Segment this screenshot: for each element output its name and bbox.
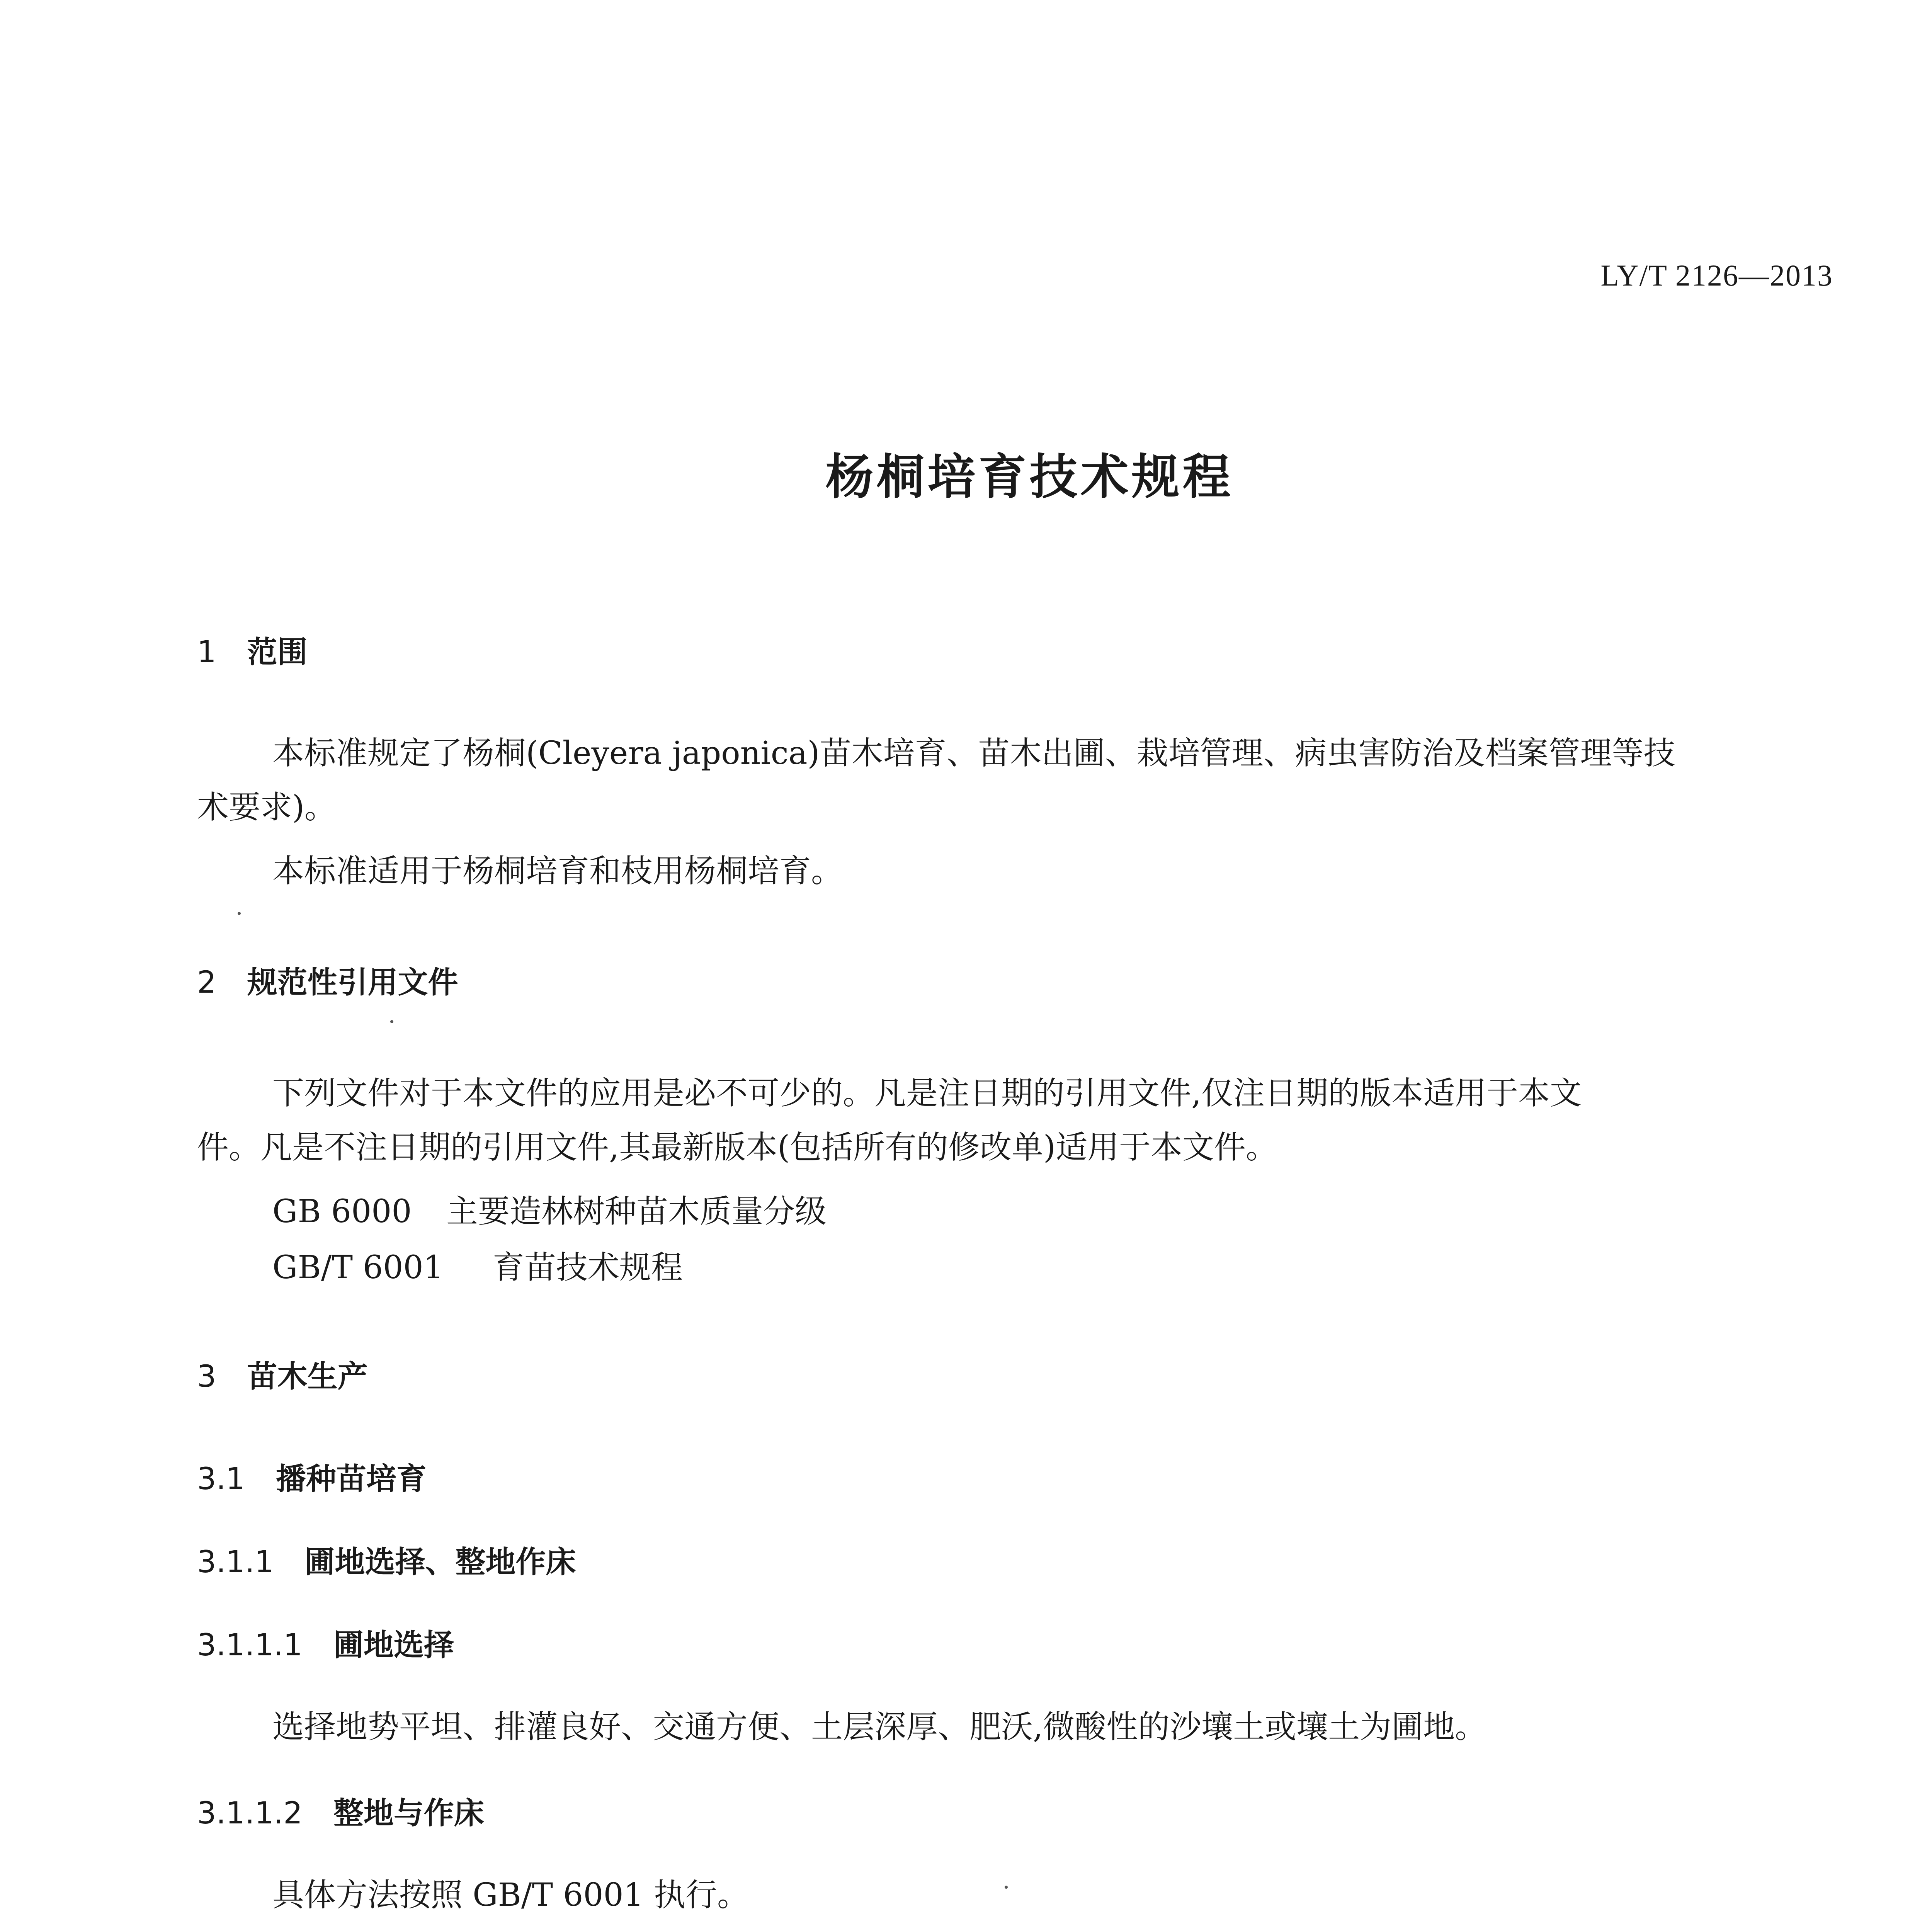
reference-title: 主要造林树种苗木质量分级 — [446, 1193, 827, 1230]
paragraph: 本标准适用于杨桐培育和枝用杨桐培育。 — [272, 853, 843, 889]
reference-entry — [272, 1186, 827, 1231]
paragraph: 本标准规定了杨桐(Cleyera japonica)苗木培育、苗木出圃、栽培管理、病虫害防治及档案管理等技 — [272, 735, 1675, 772]
section-title: 苗木生产 — [247, 1359, 368, 1394]
reference-entry — [272, 1242, 683, 1287]
scan-speck — [390, 1020, 393, 1023]
section-number: 3.1 — [197, 1462, 245, 1497]
reference-code: GB 6000 — [272, 1193, 412, 1230]
reference-code: GB/T 6001 — [272, 1249, 444, 1286]
section-title: 范围 — [247, 635, 308, 670]
section-title: 圃地选择、整地作床 — [304, 1545, 576, 1580]
reference-title: 育苗技术规程 — [493, 1249, 683, 1286]
page-title: 杨桐培育技术规程 — [825, 449, 1234, 505]
section-2-heading — [197, 958, 458, 1002]
paragraph: 下列文件对于本文件的应用是必不可少的。凡是注日期的引用文件,仅注日期的版本适用于本文 — [272, 1075, 1582, 1112]
scan-speck — [238, 912, 241, 915]
section-title: 规范性引用文件 — [247, 965, 458, 1000]
scan-speck — [1005, 1886, 1008, 1889]
section-1-heading — [197, 628, 308, 671]
standard-code: LY/T 2126—2013 — [1600, 259, 1833, 292]
paragraph: 具体方法按照 GB/T 6001 执行。 — [272, 1877, 749, 1913]
section-number: 3 — [197, 1359, 216, 1394]
section-number: 3.1.1.1 — [197, 1628, 303, 1663]
section-number: 3.1.1.2 — [197, 1796, 303, 1831]
section-title: 播种苗培育 — [276, 1462, 427, 1497]
paragraph-continuation: 术要求)。 — [197, 789, 336, 826]
section-number: 3.1.1 — [197, 1545, 274, 1580]
paragraph-continuation: 件。凡是不注日期的引用文件,其最新版本(包括所有的修改单)适用于本文件。 — [197, 1129, 1278, 1166]
paragraph: 选择地势平坦、排灌良好、交通方便、土层深厚、肥沃,微酸性的沙壤土或壤土为圃地。 — [272, 1709, 1487, 1745]
section-title: 圃地选择 — [333, 1628, 454, 1663]
section-number: 1 — [197, 635, 216, 670]
section-3-1-1-2-heading — [197, 1789, 484, 1832]
section-3-heading — [197, 1352, 368, 1396]
section-number: 2 — [197, 965, 216, 1000]
section-3-1-1-1-heading — [197, 1621, 454, 1664]
section-3-1-1-heading — [197, 1538, 576, 1581]
section-3-1-heading — [197, 1455, 427, 1498]
section-title: 整地与作床 — [333, 1796, 484, 1831]
